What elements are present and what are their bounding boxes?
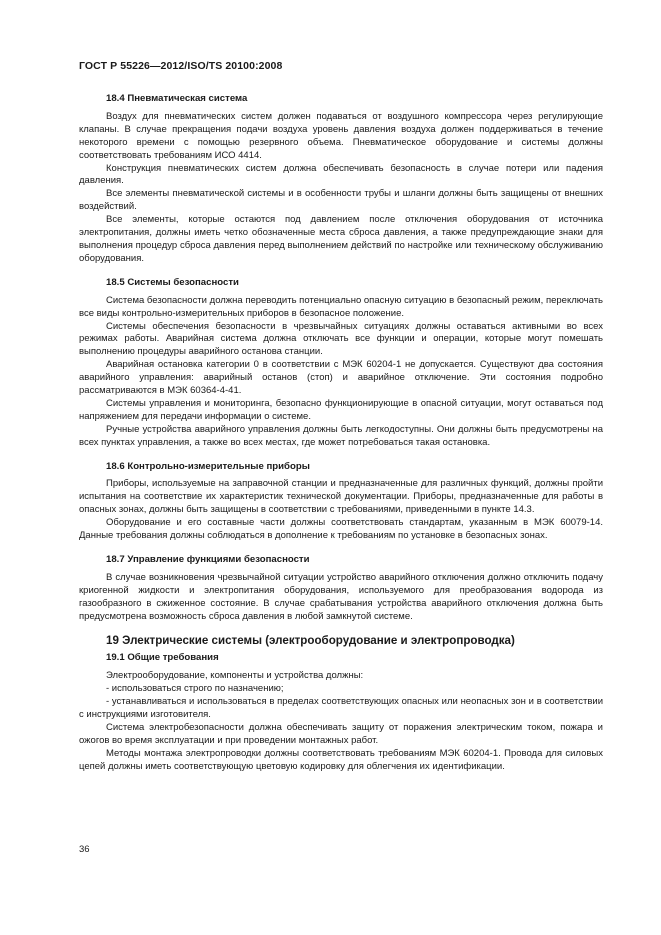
- section-title: 18.6 Контрольно-измерительные приборы: [106, 460, 310, 472]
- paragraph: Системы обеспечения безопасности в чрезвычайных ситуациях должны оставаться активными во всех режимах работы. Аварийная система должна отключать все функции и операции, которые могут помешать выполнению процедуры аварийного останова станции.: [79, 320, 603, 358]
- section-title: 18.5 Системы безопасности: [106, 276, 239, 288]
- paragraph: Система электробезопасности должна обеспечивать защиту от поражения электрическим током, пожара и ожогов во время эксплуатации и при проведении монтажных работ.: [79, 721, 603, 746]
- section-18-7: [79, 554, 603, 624]
- paragraph: Методы монтажа электропроводки должны соответствовать требованиям МЭК 60204-1. Провода для силовых цепей должны иметь соответствующую цветовую кодировку для облегчения их идентификации.: [79, 747, 603, 772]
- section-title: 19.1 Общие требования: [106, 652, 219, 664]
- paragraph: Электрооборудование, компоненты и устройства должны:: [106, 670, 364, 682]
- paragraph: Системы управления и мониторинга, безопасно функционирующие в опасной ситуации, могут оставаться под напряжением для передачи информации о системе.: [79, 397, 603, 422]
- section-18-6: [79, 461, 603, 543]
- document-code: ГОСТ Р 55226—2012/ISO/TS 20100:2008: [79, 60, 283, 72]
- paragraph: Аварийная остановка категории 0 в соответствии с МЭК 60204-1 не допускается. Существуют два состояния аварийного управления: аварийный останов (стоп) и аварийное отключение. Эти состояния подробно рассматриваются в МЭК 60364-4-41.: [79, 359, 603, 397]
- chapter-19: [79, 635, 603, 774]
- section-18-5: [79, 277, 603, 450]
- paragraph: - устанавливаться и использоваться в пределах соответствующих опасных или неопасных зон и в соответствии с инструкциями изготовителя.: [79, 696, 603, 721]
- paragraph: Приборы, используемые на заправочной станции и предназначенные для различных функций, должны пройти испытания на соответствие их характеристик технической документации. Приборы, предназначенные для работы в опасных зонах, должны быть защищены в соответствии с требованиями, приведенными в пункте 14.3.: [79, 478, 603, 516]
- section-title: 18.7 Управление функциями безопасности: [106, 554, 310, 565]
- paragraph: Оборудование и его составные части должны соответствовать стандартам, указанным в МЭК 60079-14. Данные требования должны соблюдаться в дополнение к требованиям по установке в безопасных зонах.: [79, 517, 603, 542]
- section-title: 18.4 Пневматическая система: [106, 93, 248, 104]
- paragraph: Ручные устройства аварийного управления должны быть легкодоступны. Они должны быть предусмотрены на всех пунктах управления, а также во всех местах, где может потребоваться такая остановка.: [79, 423, 603, 448]
- page-content: [79, 93, 603, 785]
- paragraph: В случае возникновения чрезвычайной ситуации устройство аварийного отключения должно отключить подачу криогенной жидкости и электропитания оборудования, используемого для преобразования водорода из газообразного в сжиженное состояние. В случае срабатывания устройства аварийного отключения должна быть предусмотрена возможность сброса давления в любой замкнутой системе.: [79, 571, 603, 622]
- page-number: 36: [79, 844, 90, 855]
- paragraph: - использоваться строго по назначению;: [106, 683, 284, 695]
- paragraph: Все элементы, которые остаются под давлением после отключения оборудования от источника электропитания, должны иметь четко обозначенные места сброса давления, а также предупреждающие знаки для выполнения процедур сброса давления перед выполнением действий по настройке или техническому обслуживанию оборудования.: [79, 214, 603, 264]
- paragraph: Все элементы пневматической системы и в особенности трубы и шланги должны быть защищены от внешних воздействий.: [79, 188, 603, 213]
- paragraph: Система безопасности должна переводить потенциально опасную ситуацию в безопасный режим, переключать все виды контрольно-измерительных приборов в безопасное положение.: [79, 294, 603, 319]
- section-18-4: [79, 93, 603, 266]
- paragraph: Воздух для пневматических систем должен подаваться от воздушного компрессора через регулирующие клапаны. В случае прекращения подачи воздуха уровень давления воздуха должен поддерживаться в течение некоторого времени с помощью резервного объема. Пневматическое оборудование и системы должны соответствовать требованиям ИСО 4414.: [79, 110, 603, 161]
- paragraph: Конструкция пневматических систем должна обеспечивать безопасность в случае потери или падения давления.: [79, 162, 603, 187]
- chapter-title: 19 Электрические системы (электрооборудование и электропроводка): [106, 633, 515, 647]
